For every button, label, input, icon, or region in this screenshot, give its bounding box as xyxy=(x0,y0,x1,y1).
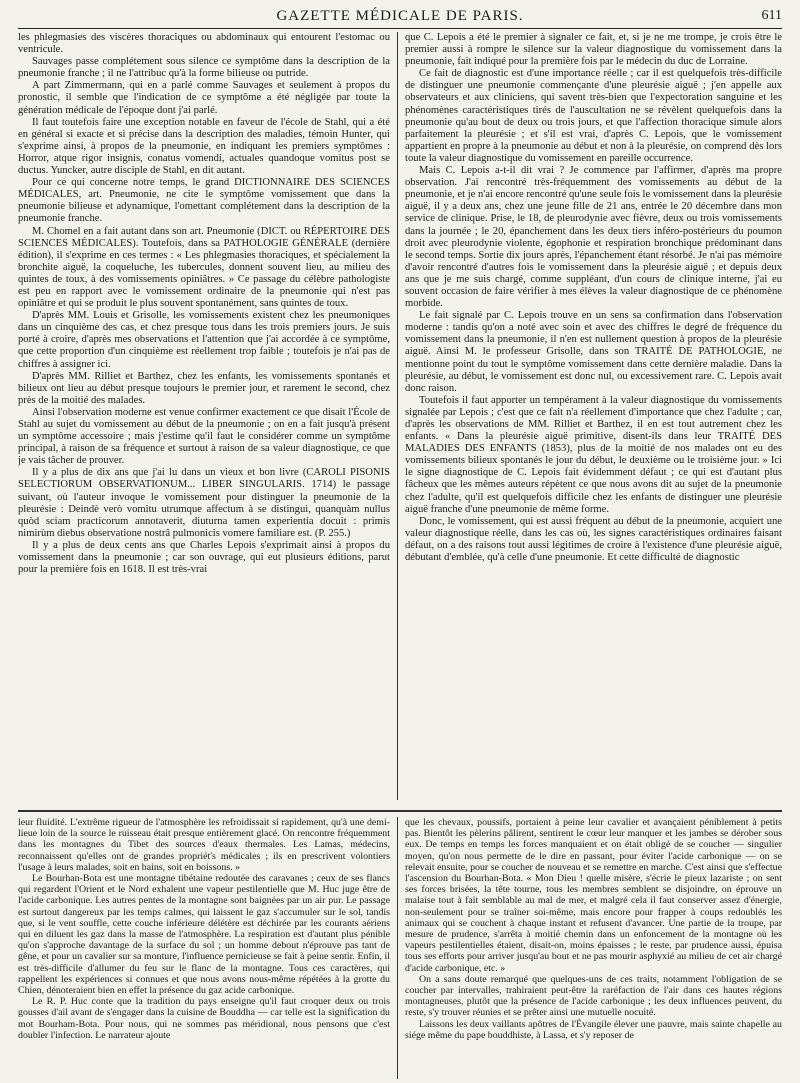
paragraph: Mais C. Lepois a-t-il dit vrai ? Je commence par l'affirmer, d'après ma propre observation. J'ai rencontré très-fréquemment des vomissements au début de la pneumonie, et je n'ai encore rencontré qu'une seule fois le vomissement dans la pleurésie aiguë, il y a deux ans, chez une jeune fille de 21 ans, entrée le 20 décembre dans mon service de clinique. Prise, le 18, de pleurodynie avec fièvre, deux ou trois vomissements dans la journée ; le 20, épanchement dans les deux tiers inféro-postérieurs du poumon droit avec pleurodynie violente, égophonie et respiration bronchique prédominant dans le second temps. Sortie dix jours après, l'épanchement étant résorbé. Je n'ai pas mémoire d'avoir rencontré d'autres fois le vomissement dans la pleurésie aiguë ; et depuis deux ans que je me suis chargé, comme suppléant, d'un cours de clinique interne, j'ai eu souvent occasion de faire vérifier à mes élèves la valeur diagnostique de ce phénomène morbide. xyxy=(405,165,782,310)
paragraph: Le R. P. Huc conte que la tradition du pays enseigne qu'il faut croquer deux ou trois gousses d'ail avant de s'engager dans la cuisine de Bouddha — car telle est la signification du mot Bourham-Bota. Pour nous, qui ne sommes pas méridional, nous pensons que c'est doubler l'infection. Le narrateur ajoute xyxy=(18,996,390,1041)
paragraph: M. Chomel en a fait autant dans son art. Pneumonie (DICT. ou RÉPERTOIRE DES SCIENCES MÉDICALES). Toutefois, dans sa PATHOLOGIE GÉNÉRALE (dernière édition), il s'exprime en ces termes : « Les phlegmasies thoraciques, et spécialement la bronchite aiguë, la coqueluche, les tubercules, donnent souvent lieu, au milieu des quintes de toux, à des vomissements opiniâtres. » Ce passage du célèbre pathologiste est peu en rapport avec le vomissement ordinaire de la pneumonie qui n'est pas opiniâtre et qui se produit le plus souvent spontanément, sans quintes de toux. xyxy=(18,225,390,310)
paragraph: Il y a plus de dix ans que j'ai lu dans un vieux et bon livre (CAROLI PISONIS SELECTIORUM OBSERVATIONUM... LIBER SINGULARIS. 1714) le passage suivant, où l'auteur invoque le vomissement pour distinguer la pneumonie de la pleurésie : Deindè verò vomitu utrumque affectum à se distingui, quanquàm nullus quòd sciam practicorum annotaverit, diuturna tamen experientia docuit : primis nimirùm diebus observatione nostrâ pulmonicis vomere familiare est. (P. 255.) xyxy=(18,467,390,539)
journal-title: GAZETTE MÉDICALE DE PARIS. xyxy=(276,8,524,24)
page-number: 611 xyxy=(761,8,782,23)
paragraph: Pour ce qui concerne notre temps, le grand DICTIONNAIRE DES SCIENCES MÉDICALES, art. Pneumonie, ne cite le symptôme vomissement que dans la pneumonie bilieuse et adynamique, l'omettant complétement dans la description de la pneumonie franche. xyxy=(18,177,390,225)
section-divider xyxy=(18,810,782,812)
paragraph: Sauvages passe complétement sous silence ce symptôme dans la description de la pneumonie franche ; il ne l'attribuc qu'à la forme bilieuse ou putride. xyxy=(18,56,390,80)
paragraph: Il y a plus de deux cents ans que Charles Lepois s'exprimait ainsi à propos du vomissement dans la pneumonie ; car son ouvrage, qui eut plusieurs éditions, parut pour la première fois en 1618. Il est très-vrai xyxy=(18,539,390,576)
page-header xyxy=(18,6,782,29)
paragraph: D'après MM. Rilliet et Barthez, chez les enfants, les vomissements spontanés et bilieux ont lieu au début presque toujours le premier jour, et rarement le second, chez près de la moitié des malades. xyxy=(18,370,390,406)
paragraph: Toutefois il faut apporter un tempérament à la valeur diagnostique du vomissements signalée par Lepois ; c'est que ce fait n'a réellement d'importance que chez l'adulte ; car, d'après les observations de MM. Rilliet et Barthez, il en est tout autrement chez les enfants. « Dans la pleurésie aiguë primitive, disent-ils dans leur TRAITÉ DES MALADIES DES ENFANTS (1853), plus de la moitié de nos malades ont eu des vomissements bilieux spontanés le jour du début, le deuxième ou le troisième jour. » Ici le signe diagnostique de C. Lepois fait évidemment défaut ; ce qui est d'autant plus fâcheux que les mêmes auteurs répètent ce que nous avons dit au sujet de la pneumonie chez l'adulte, qu'il est quelquefois difficile chez les enfants de distinguer une pleurésie aiguë franche d'une pneumonie de même forme. xyxy=(405,394,782,515)
paragraph: Donc, le vomissement, qui est aussi fréquent au début de la pneumonie, acquiert une valeur diagnostique réelle, dans les cas où, les signes caractéristiques ordinaires faisant défaut, on a des raisons tout aussi légitimes de croire à l'existence d'une pleurésie aiguë, débutant d'emblée, qu'à celle d'une pneumonie. Et cette difficulté de diagnostic xyxy=(405,515,782,564)
top-left-column xyxy=(18,32,390,802)
paragraph: Il faut toutefois faire une exception notable en faveur de l'école de Stahl, qui a été en général si exacte et si précise dans la description des maladies, témoin Hunter, qui s'exprime ainsi, à propos de la pneumonie, en indiquant les premiers symptômes : Horror, atque rigor insignis, conatus vomendi, actuales quandoque vomitus post se ductus. Yuncker, autre disciple de Stahl, en dit autant. xyxy=(18,116,390,177)
paragraph: A part Zimmermann, qui en a parlé comme Sauvages et seulement à propos du pronostic, il semble que l'indication de ce symptôme a été négligée par toute la génération médicale de l'époque dont j'ai parlé. xyxy=(18,80,390,116)
paragraph: les phlegmasies des viscères thoraciques ou abdominaux qui entourent l'estomac ou ventricule. xyxy=(18,32,390,56)
top-right-column xyxy=(405,32,782,802)
paragraph: On a sans doute remarqué que quelques-uns de ces traits, notamment l'obligation de se coucher par intervalles, trahiraient peut-être la raréfaction de l'air dans ces hautes régions montagneuses, plutôt que la présence de l'acide carbonique ; les deux influences peuvent, du reste, s'y trouver réunies et se prêter ainsi une mutuelle nocuité. xyxy=(405,973,782,1019)
bottom-left-column xyxy=(18,817,390,1079)
paragraph: leur fluidité. L'extrême rigueur de l'atmosphère les refroidissait si rapidement, qu'à une demi-lieue loin de la source le ruisseau était presque entièrement glacé. On rencontre fréquemment dans les montagnes du Tibet des sources d'eaux thermales. Les Lamas, médecins, reconnaissent qu'elles ont de grandes propriét's médicales ; ils en prescrivent volontiers l'usage à leurs malades, soit en bains, soit en boissons. » xyxy=(18,817,390,873)
paragraph: D'après MM. Louis et Grisolle, les vomissements existent chez les pneumoniques dans un cinquième des cas, et chez presque tous dans les trois premiers jours. Je suis porté à croire, d'après mes observations et l'attention que j'ai accordée à ce symptôme, que cette proportion d'un cinquième est réellement trop faible ; toutefois je n'ai pas de chiffres à assigner ici. xyxy=(18,310,390,370)
bottom-right-column xyxy=(405,817,782,1079)
paragraph: que les chevaux, poussifs, portaient à peine leur cavalier et avançaient péniblement à petits pas. Bientôt les pèlerins pâlirent, sentirent le cœur leur manquer et les jambes se dérober sous eux. De temps en temps les forces manquaient et on était obligé de se coucher — singulier moyen, qu'on nous permette de le dire en passant, pour éviter l'acide carbonique — on se relevait ensuite, pour se coucher de nouveau et se remettre en marche. C'est ainsi que s'effectue l'ascension du Bourhan-Bota. « Mon Dieu ! quelle misère, s'écrie le pieux lazariste ; on sent ses forces brisées, la tête tourne, tous les membres semblent se disjoindre, on éprouve un malaise tout à fait semblable au mal de mer, et malgré cela il faut conserver assez d'énergie, non-seulement pour se traîner soi-même, mais encore pour frapper à coups redoublés les animaux qui se couchent à chaque instant et refusent d'avancer. Une partie de la troupe, par mesure de prudence, s'arrêta à moitié chemin dans un enfoncement de la montagne où les vapeurs pestilentielles étaient, disait-on, moins épaisses ; le reste, par prudence aussi, épuisa tous ses efforts pour arriver jusqu'au bout et ne pas mourir asphyxié au milieu de cet air chargé d'acide carbonique, etc. » xyxy=(405,817,782,974)
paragraph: Ce fait de diagnostic est d'une importance réelle ; car il est quelquefois très-difficile de distinguer une pneumonie commençante d'une pleurésie aiguë ; j'en appelle aux observateurs et aux cliniciens, qui savent très-bien que l'expectoration sanguine et les phénomènes caractéristiques tirés de l'auscultation ne se révèlent quelquefois dans la pneumonie qu'au bout de deux ou trois jours, et que l'affection thoracique simule alors parfaitement la pleurésie ; et s'il est vrai, d'après C. Lepois, que le vomissement appartient en propre à la pneumonie au début et non à la pleurésie, on comprend dès lors toute la valeur diagnostique du vomissement en pareille occurrence. xyxy=(405,68,782,164)
paragraph: Le Bourhan-Bota est une montagne tibétaine redoutée des caravanes ; ceux de ses flancs qui regardent l'Orient et le Nord exhalent une vapeur pestilentielle que M. Huc juge être de l'acide carbonique. Les autres pentes de la montagne sont baignées par un air pur. Le passage est surtout dangereux par les temps calmes, qui laissent le gaz s'accumuler sur le sol, tandis que, si le vent souffle, cette couche inférieure délétère est déchirée par les courants aériens qui en diluent les gaz dans la masse de l'atmosphère. La respiration est d'autant plus pénible qu'on s'approche davantage de la surface du sol ; un homme debout n'éprouve pas tant de gêne, et pour un cavalier sur sa monture, l'influence pernicieuse se fait à peine sentir. Enfin, il est très-difficile d'allumer du feu sur le flanc de la montagne. Tous ces caractères, qui rappellent les expériences si connues et que nous avons nous-même répétées à la grotte du Chien, dénoteraient bien en effet la présence du gaz acide carbonique. xyxy=(18,873,390,997)
paragraph: Laissons les deux vaillants apôtres de l'Évangile élever une pauvre, mais sainte chapelle au siége même du pape bouddhiste, à Lassa, et s'y reposer de xyxy=(405,1018,782,1041)
paragraph: que C. Lepois a été le premier à signaler ce fait, et, si je ne me trompe, je crois être le premier aussi à rompre le silence sur la valeur diagnostique du vomissement dans la pneumonie, fait indiqué pour la première fois par le médecin du duc de Lorraine. xyxy=(405,32,782,68)
bottom-column-divider xyxy=(397,817,398,1079)
paragraph: Ainsi l'observation moderne est venue confirmer exactement ce que disait l'École de Stahl au sujet du vomissement au début de la pneumonie ; on en a fait jusqu'à présent un symptôme accessoire ; mais j'estime qu'il faut le considérer comme un symptôme principal, à raison de sa fréquence et surtout à raison de sa valeur diagnostique, ce que je vais tâcher de prouver. xyxy=(18,406,390,467)
paragraph: Le fait signalé par C. Lepois trouve en un sens sa confirmation dans l'observation moderne : tandis qu'on a noté avec soin et avec des chiffres le degré de fréquence du vomissement dans la pneumonie, il n'en est nullement question à propos de la pleurésie aiguë. Ainsi M. le professeur Grisolle, dans son TRAITÉ DE PATHOLOGIE, ne mentionne point du tout le symptôme vomissement dans cette dernière maladie. Dans la pleurésie, au début, le vomissement est donc nul, ou excessivement rare. C. Lepois avait donc raison. xyxy=(405,310,782,394)
top-column-divider xyxy=(397,32,398,800)
